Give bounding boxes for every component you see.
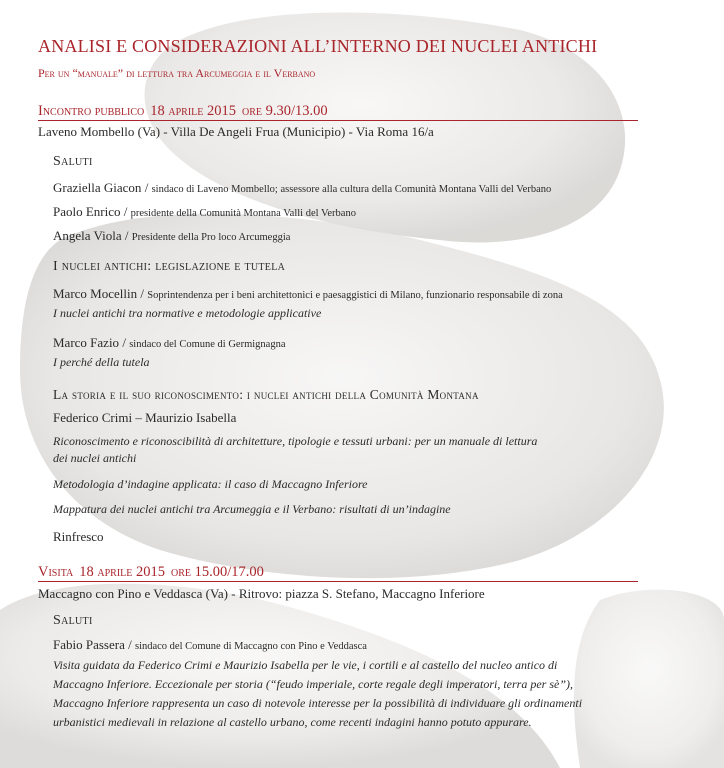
talk-speaker-row: Marco Fazio / sindaco del Comune di Germignagna (53, 335, 286, 350)
speaker-row: Paolo Enrico / presidente della Comunità Montana Valli del Verbano (53, 204, 356, 219)
storia-topic-1-cont: dei nuclei antichi (53, 451, 137, 465)
talk-topic: I nuclei antichi tra normative e metodologie applicative (53, 306, 322, 320)
visita-description-line: Maccagno Inferiore rappresenta un caso di notevole interesse per la possibilità di individuare gli ordinamenti (53, 696, 583, 710)
visita-description-line: urbanistici medievali in relazione al castello urbano, come recenti indagini hanno potuto appurare. (53, 715, 532, 729)
incontro-label: Incontro pubblico (38, 103, 145, 119)
visita-description-line: Maccagno Inferiore. Eccezionale per storia (“feudo imperiale, corte regale degli imperatori, terra per sè”), (53, 677, 574, 691)
storia-topic-1: Riconoscimento e riconoscibilità di architetture, tipologie e tessuti urbani: per un manuale di lettura (53, 434, 538, 448)
visita-location: Maccagno con Pino e Veddasca (Va) - Ritrovo: piazza S. Stefano, Maccagno Inferiore (38, 586, 485, 601)
speaker-role: sindaco di Laveno Mombello; assessore alla cultura della Comunità Montana Valli del Verbano (151, 184, 552, 195)
speaker-role: Soprintendenza per i beni architettonici e paesaggistici di Milano, funzionario responsabile di zona (147, 290, 563, 301)
visita-heading (38, 564, 264, 581)
talk-speaker-row: Marco Mocellin / Soprintendenza per i beni architettonici e paesaggistici di Milano, funzionario responsabile di zona (53, 286, 563, 301)
page-subtitle: Per un “manuale” di lettura tra Arcumeggia e il Verbano (38, 66, 316, 80)
speaker-role: sindaco del Comune di Germignagna (129, 339, 286, 350)
saluti-title: Saluti (53, 154, 93, 169)
storia-topic-2: Metodologia d’indagine applicata: il caso di Maccagno Inferiore (53, 477, 368, 491)
speaker-role: sindaco del Comune di Maccagno con Pino e Veddasca (134, 641, 367, 652)
incontro-date: 18 aprile 2015 (150, 103, 236, 119)
speaker-name: Fabio Passera (53, 637, 125, 652)
storia-speakers: Federico Crimi – Maurizio Isabella (53, 410, 237, 425)
incontro-divider (38, 120, 638, 121)
speaker-name: Angela Viola (53, 228, 122, 243)
legislazione-title: I nuclei antichi: legislazione e tutela (53, 259, 286, 274)
incontro-location: Laveno Mombello (Va) - Villa De Angeli Frua (Municipio) - Via Roma 16/a (38, 124, 434, 139)
speaker-name: Paolo Enrico (53, 204, 121, 219)
speaker-name: Marco Fazio (53, 335, 120, 350)
visita-divider (38, 581, 638, 582)
visita-date: 18 aprile 2015 (79, 564, 165, 580)
storia-title: La storia e il suo riconoscimento: i nuclei antichi della Comunità Montana (53, 387, 479, 402)
incontro-heading (38, 103, 328, 120)
speaker-row: Graziella Giacon / sindaco di Laveno Mombello; assessore alla cultura della Comunità Montana Valli del Verbano (53, 180, 552, 195)
speaker-row: Fabio Passera / sindaco del Comune di Maccagno con Pino e Veddasca (53, 637, 367, 652)
visita-time: ore 15.00/17.00 (170, 564, 264, 580)
visita-description-line: Visita guidata da Federico Crimi e Maurizio Isabella per le vie, i cortili e al castello del nucleo antico di (53, 658, 558, 672)
visita-label: Visita (38, 564, 74, 580)
incontro-time: ore 9.30/13.00 (242, 103, 328, 119)
speaker-name: Graziella Giacon (53, 180, 142, 195)
storia-topic-3: Mappatura dei nuclei antichi tra Arcumeggia e il Verbano: risultati di un’indagine (53, 502, 451, 516)
speaker-name: Marco Mocellin (53, 286, 138, 301)
speaker-role: presidente della Comunità Montana Valli del Verbano (130, 208, 356, 219)
speaker-role: Presidente della Pro loco Arcumeggia (131, 232, 291, 243)
page-title: ANALISI E CONSIDERAZIONI ALL’INTERNO DEI NUCLEI ANTICHI (38, 36, 598, 56)
rinfresco-label: Rinfresco (53, 529, 104, 544)
visita-saluti-title: Saluti (53, 613, 93, 628)
speaker-row: Angela Viola / Presidente della Pro loco Arcumeggia (53, 228, 291, 243)
talk-topic: I perché della tutela (53, 355, 150, 369)
